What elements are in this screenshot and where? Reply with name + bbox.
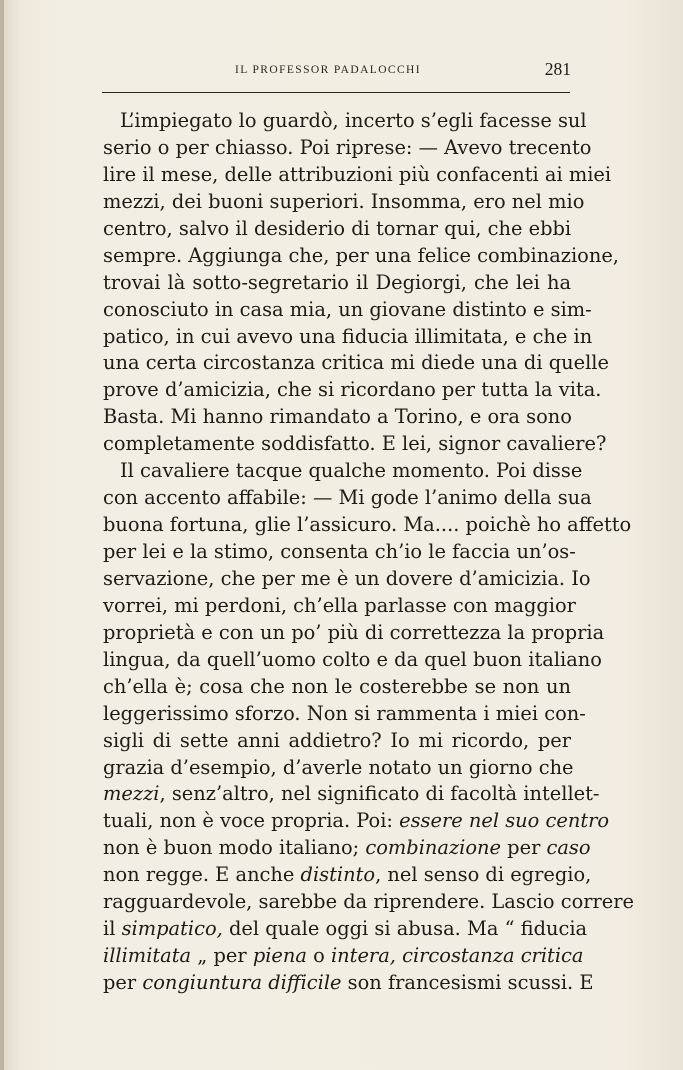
italic-term: distinto xyxy=(300,863,376,887)
text-line: mezzi, senz’altro, nel significato di facoltà intellet- xyxy=(103,782,600,806)
text-line: leggerissimo sforzo. Non si rammenta i miei con- xyxy=(103,701,586,725)
text-line: proprietà e con un po’ più di correttezza la propria xyxy=(103,620,605,644)
italic-term: simpatico, xyxy=(121,917,223,941)
text-line: centro, salvo il desiderio di tornar qui, che ebbi xyxy=(103,216,572,240)
running-title: IL PROFESSOR PADALOCCHI xyxy=(235,64,421,76)
text-line: L’impiegato lo guardò, incerto s’egli facesse sul xyxy=(120,109,587,132)
body-text xyxy=(103,108,635,997)
text-line: ragguardevole, sarebbe da riprendere. Lascio correre xyxy=(103,890,635,914)
text-line: sempre. Aggiunga che, per una felice combinazione, xyxy=(103,243,619,267)
italic-term: congiuntura difficile xyxy=(142,971,342,994)
text-line: Basta. Mi hanno rimandato a Torino, e ora sono xyxy=(103,405,572,429)
text-line: non regge. E anche distinto, nel senso di egregio, xyxy=(103,863,592,887)
text-line: sigli di sette anni addietro? Io mi ricordo, per xyxy=(103,728,571,752)
text-line: illimitata „ per piena o intera, circostanza critica xyxy=(103,944,584,968)
text-line: lingua, da quell’uomo colto e da quel buon italiano xyxy=(103,647,602,671)
text-line: ch’ella è; cosa che non le costerebbe se non un xyxy=(103,674,571,698)
page-number: 281 xyxy=(544,59,571,79)
italic-term: circostanza critica xyxy=(402,944,584,968)
header-rule xyxy=(102,92,570,93)
text-line: il simpatico, del quale oggi si abusa. Ma “ fiducia xyxy=(103,917,588,941)
text-line: per lei e la stimo, consenta ch’io le faccia un’os- xyxy=(103,540,576,563)
text-line: serio o per chiasso. Poi riprese: — Avevo trecento xyxy=(103,135,592,159)
page-binding-edge xyxy=(0,0,4,1070)
text-line: completamente soddisfatto. E lei, signor cavaliere? xyxy=(103,432,607,456)
italic-term: intera, xyxy=(330,944,396,968)
text-line: per congiuntura difficile son francesismi scussi. E xyxy=(103,971,594,994)
text-line: grazia d’esempio, d’averle notato un giorno che xyxy=(103,755,574,779)
text-line: una certa circostanza critica mi diede una di quelle xyxy=(103,351,609,375)
italic-term: mezzi xyxy=(103,782,160,806)
italic-term: piena xyxy=(252,944,307,968)
text-line: vorrei, mi perdoni, ch’ella parlasse con maggior xyxy=(103,593,576,617)
text-line: con accento affabile: — Mi gode l’animo della sua xyxy=(103,486,592,510)
text-line: non è buon modo italiano; combinazione per caso xyxy=(103,836,591,860)
italic-term: essere nel suo centro xyxy=(399,809,610,833)
page-header xyxy=(103,58,573,84)
text-line: tuali, non è voce propria. Poi: essere nel suo centro xyxy=(103,809,610,833)
text-line: servazione, che per me è un dovere d’amicizia. Io xyxy=(103,566,591,590)
text-line: lire il mese, delle attribuzioni più confacenti ai miei xyxy=(103,162,612,186)
text-line: prove d’amicizia, che si ricordano per tutta la vita. xyxy=(103,378,602,402)
italic-term: caso xyxy=(546,836,591,860)
text-line: mezzi, dei buoni superiori. Insomma, ero nel mio xyxy=(103,189,585,213)
text-line: buona fortuna, glie l’assicuro. Ma.... poichè ho affetto xyxy=(103,513,632,537)
italic-term: illimitata xyxy=(103,944,192,968)
text-line: trovai là sotto-segretario il Degiorgi, che lei ha xyxy=(103,270,571,294)
italic-term: combinazione xyxy=(365,836,502,860)
text-line: conosciuto in casa mia, un giovane distinto e sim- xyxy=(103,297,592,321)
text-line: patico, in cui avevo una fiducia illimitata, e che in xyxy=(103,324,593,348)
text-line: Il cavaliere tacque qualche momento. Poi disse xyxy=(120,459,583,483)
